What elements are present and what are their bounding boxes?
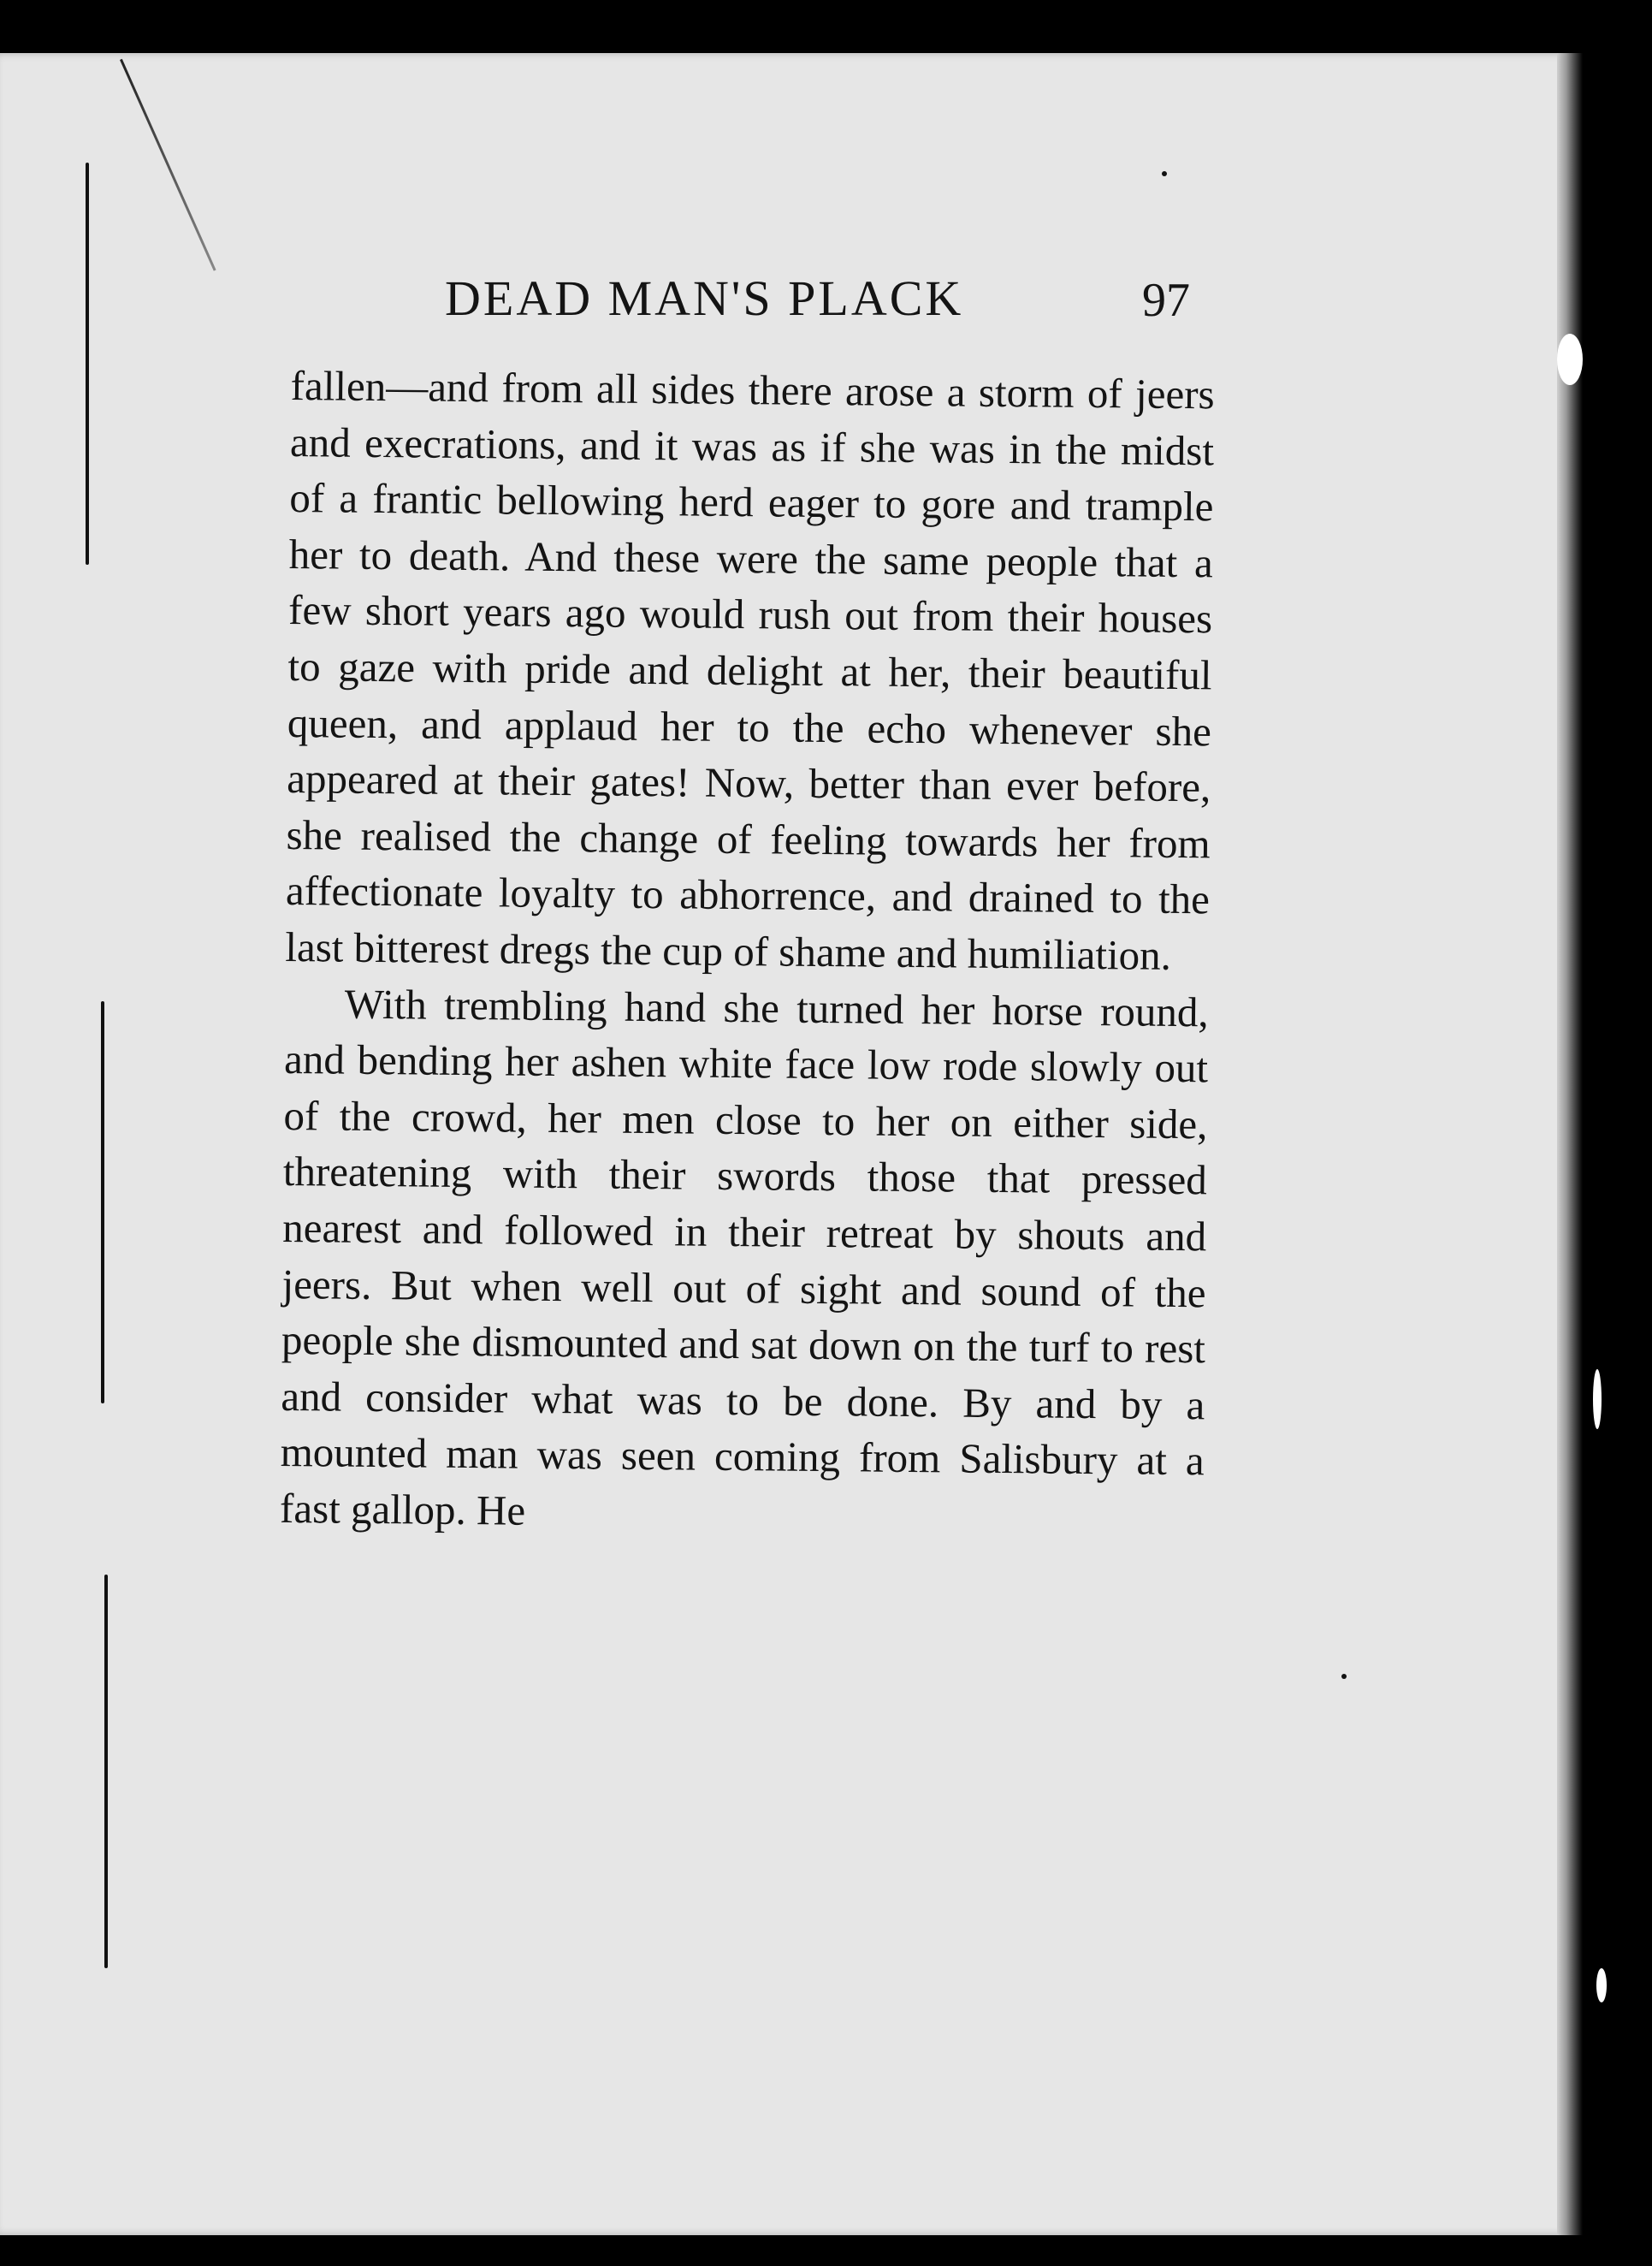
gutter-line-lower (104, 1575, 108, 1968)
dust-speck (1341, 1674, 1347, 1679)
gutter-line-middle (101, 1001, 104, 1403)
gutter-line-upper (86, 163, 89, 565)
paragraph: fallen—and from all sides there arose a storm of jeers and execrations, and it was as if she was in the midst of a frantic bellowing herd eager to gore and trample her to death. And these were the same people that a few short years ago would rush out from their houses to gaze with pride and delight at her, their beautiful queen, and applaud her to the echo whenever she appeared at their gates! Now, better than ever before, she realised the change of feeling towards her from affectionate loyalty to abhorrence, and drained to the last bitterest dregs the cup of shame and humiliation. (285, 361, 1215, 979)
page-header (445, 261, 1198, 338)
dust-speck (1593, 1369, 1602, 1429)
running-head: DEAD MAN'S PLACK (445, 270, 964, 326)
paragraph: With trembling hand she turned her horse round, and bending her ashen white face low rode slowly out of the crowd, her men close to her on either side, threatening with their swords those that pressed nearest and followed in their retreat by shouts and jeers. But when well out of sight and sound of the people she dismounted and sat down on the turf to rest and consider what was to be done. By and by a mounted man was seen coming from Salisbury at a fast gallop. He (279, 980, 1209, 1534)
dust-speck (1557, 334, 1583, 385)
dust-speck (1162, 171, 1167, 176)
body-text (280, 358, 1215, 1545)
dust-speck (1596, 1968, 1607, 2002)
page-number: 97 (1142, 274, 1190, 327)
